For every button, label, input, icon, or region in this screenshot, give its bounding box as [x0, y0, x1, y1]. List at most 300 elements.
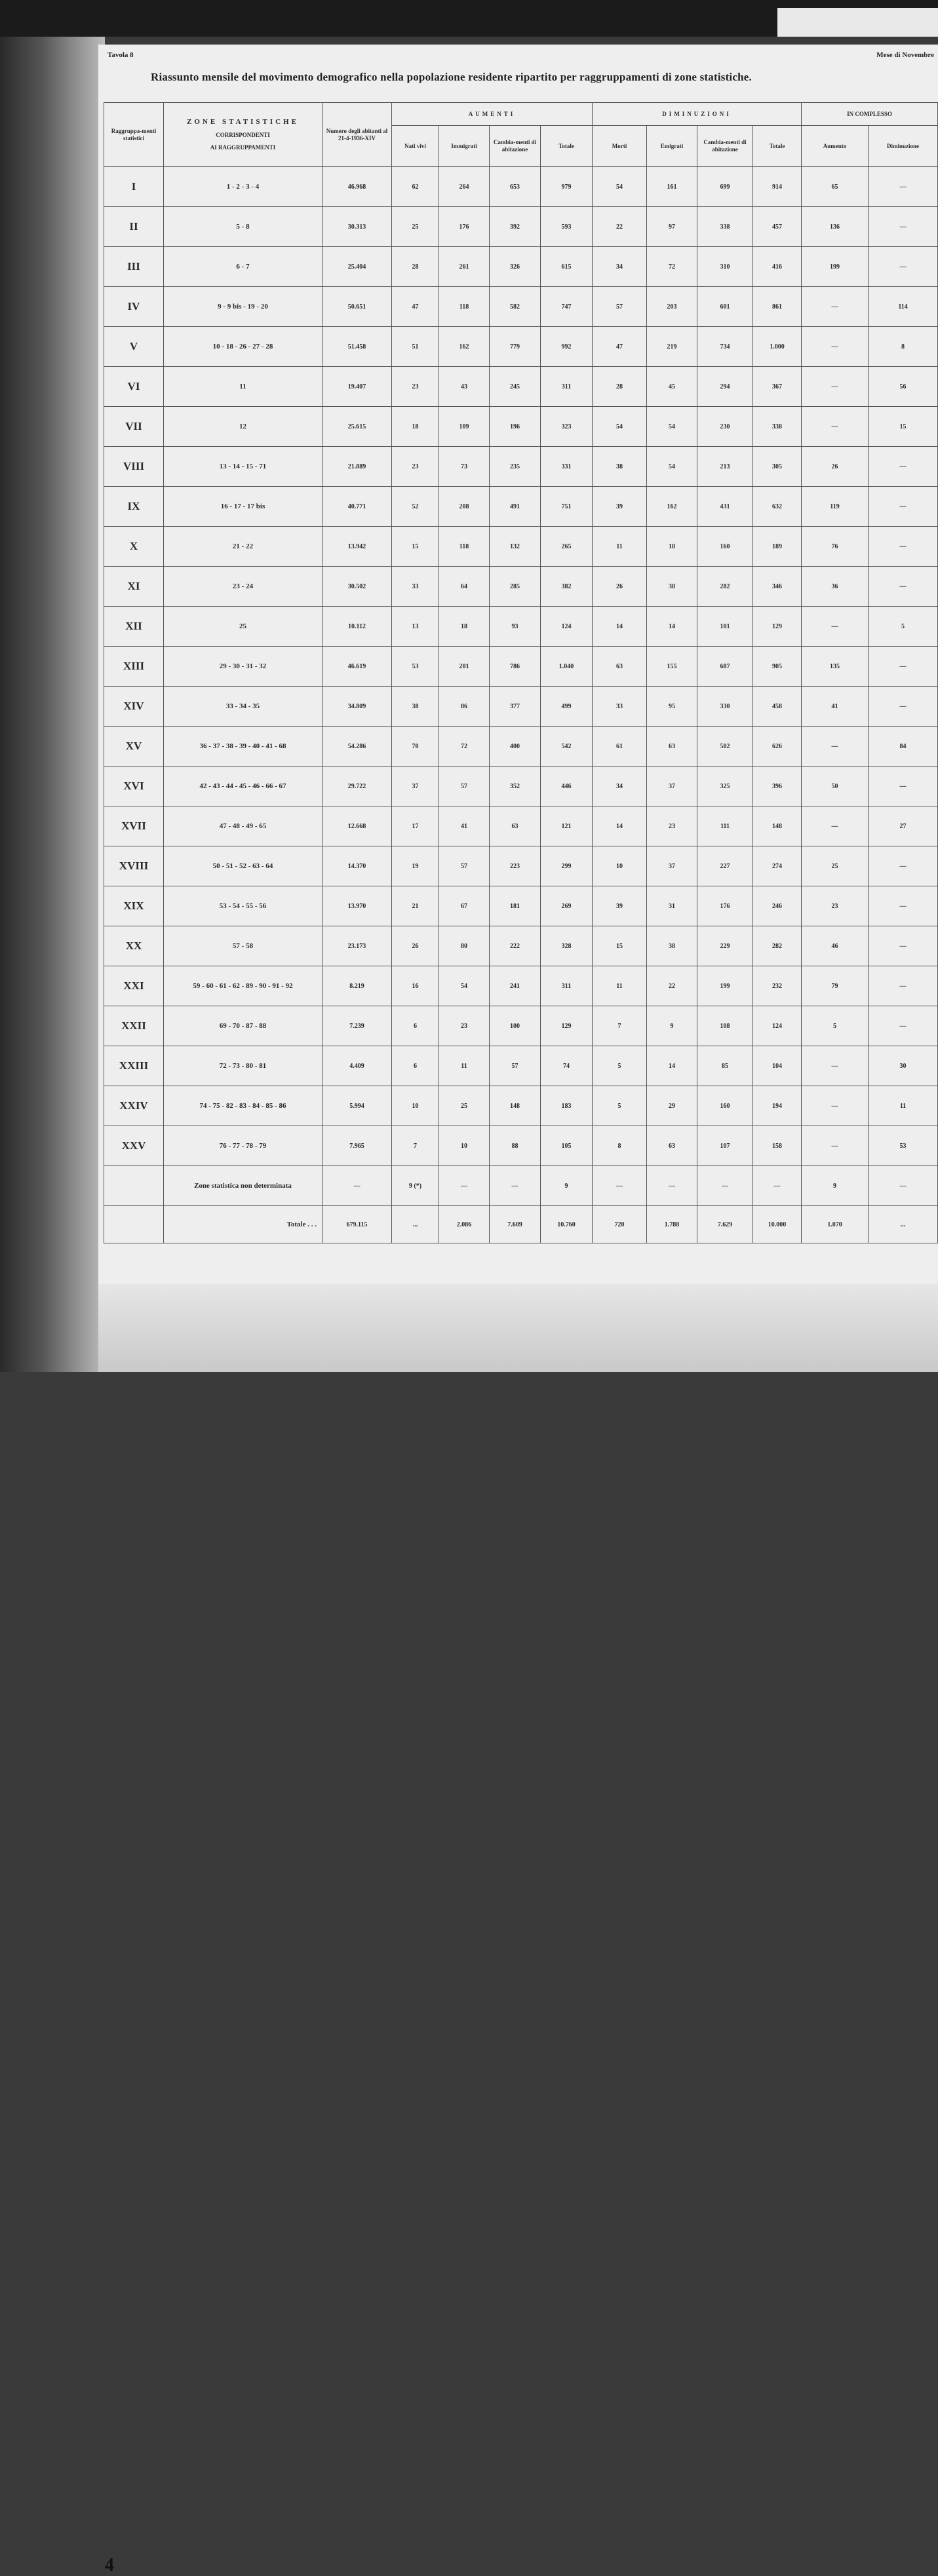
- cell-raggruppamento: II: [104, 207, 164, 247]
- cell-totale-dim: 416: [753, 247, 802, 287]
- table-row: [104, 287, 938, 327]
- cell-emigrati: 37: [647, 846, 697, 886]
- cell-morti: 28: [593, 367, 647, 407]
- cell-totale-aum: 129: [541, 1006, 593, 1046]
- cell-immigrati: 18: [439, 607, 490, 647]
- cell-morti: 39: [593, 487, 647, 527]
- col-cambiamenti-aum: Cambia-menti di abitazione: [490, 126, 541, 167]
- tot-totale-aum: 10.760: [541, 1206, 593, 1243]
- cell-totale-dim: 232: [753, 966, 802, 1006]
- cell-aumento: —: [802, 727, 869, 767]
- cell-nati: 47: [392, 287, 439, 327]
- cell-totale-dim: 396: [753, 767, 802, 806]
- cell-numero: 29.722: [322, 767, 392, 806]
- cell-morti: 11: [593, 527, 647, 567]
- cell-cambia-dim: 687: [697, 647, 753, 687]
- cell-cambia-dim: 230: [697, 407, 753, 447]
- nd-cambia-aum: —: [490, 1166, 541, 1206]
- cell-aumento: 76: [802, 527, 869, 567]
- cell-cambia-dim: 325: [697, 767, 753, 806]
- cell-immigrati: 109: [439, 407, 490, 447]
- col-totale-aum: Totale: [541, 126, 593, 167]
- cell-totale-aum: 751: [541, 487, 593, 527]
- cell-zone: 9 - 9 bis - 19 - 20: [164, 287, 322, 327]
- cell-immigrati: 25: [439, 1086, 490, 1126]
- table-row: [104, 647, 938, 687]
- tot-emigrati: 1.788: [647, 1206, 697, 1243]
- cell-aumento: 46: [802, 926, 869, 966]
- cell-totale-aum: 593: [541, 207, 593, 247]
- cell-emigrati: 219: [647, 327, 697, 367]
- cell-zone: 11: [164, 367, 322, 407]
- cell-cambia-aum: 392: [490, 207, 541, 247]
- tot-empty: [104, 1206, 164, 1243]
- tot-cambia-aum: 7.609: [490, 1206, 541, 1243]
- table-row: [104, 167, 938, 207]
- cell-cambia-aum: 653: [490, 167, 541, 207]
- cell-morti: 14: [593, 607, 647, 647]
- cell-emigrati: 38: [647, 926, 697, 966]
- cell-nati: 51: [392, 327, 439, 367]
- cell-nati: 16: [392, 966, 439, 1006]
- table-row: [104, 1046, 938, 1086]
- table-body: [104, 167, 938, 1243]
- cell-immigrati: 162: [439, 327, 490, 367]
- cell-raggruppamento: XXI: [104, 966, 164, 1006]
- nd-numero: —: [322, 1166, 392, 1206]
- table-row: [104, 327, 938, 367]
- cell-totale-dim: 457: [753, 207, 802, 247]
- cell-totale-aum: 446: [541, 767, 593, 806]
- cell-diminuzione: —: [869, 567, 938, 607]
- cell-numero: 40.771: [322, 487, 392, 527]
- table-row: [104, 767, 938, 806]
- nd-empty: [104, 1166, 164, 1206]
- cell-morti: 5: [593, 1046, 647, 1086]
- cell-immigrati: 72: [439, 727, 490, 767]
- cell-totale-dim: 632: [753, 487, 802, 527]
- cell-immigrati: 11: [439, 1046, 490, 1086]
- cell-nati: 70: [392, 727, 439, 767]
- cell-raggruppamento: XI: [104, 567, 164, 607]
- cell-cambia-dim: 160: [697, 527, 753, 567]
- cell-totale-dim: 194: [753, 1086, 802, 1126]
- cell-nati: 37: [392, 767, 439, 806]
- cell-nati: 33: [392, 567, 439, 607]
- col-zone-sub1: CORRISPONDENTI: [216, 132, 270, 139]
- scan-left-shadow: [0, 37, 105, 1372]
- cell-numero: 25.615: [322, 407, 392, 447]
- cell-raggruppamento: XXIII: [104, 1046, 164, 1086]
- cell-zone: 33 - 34 - 35: [164, 687, 322, 727]
- cell-nati: 26: [392, 926, 439, 966]
- table-row: [104, 607, 938, 647]
- cell-emigrati: 72: [647, 247, 697, 287]
- cell-aumento: 136: [802, 207, 869, 247]
- cell-zone: 72 - 73 - 80 - 81: [164, 1046, 322, 1086]
- cell-immigrati: 261: [439, 247, 490, 287]
- month-label: Mese di Novembre: [876, 51, 934, 59]
- cell-diminuzione: 114: [869, 287, 938, 327]
- cell-numero: 21.889: [322, 447, 392, 487]
- table-row: [104, 527, 938, 567]
- cell-diminuzione: 30: [869, 1046, 938, 1086]
- cell-cambia-dim: 431: [697, 487, 753, 527]
- cell-immigrati: 64: [439, 567, 490, 607]
- cell-nati: 23: [392, 447, 439, 487]
- cell-aumento: —: [802, 1086, 869, 1126]
- cell-raggruppamento: VIII: [104, 447, 164, 487]
- cell-immigrati: 176: [439, 207, 490, 247]
- cell-emigrati: 203: [647, 287, 697, 327]
- cell-raggruppamento: XIII: [104, 647, 164, 687]
- cell-totale-dim: 282: [753, 926, 802, 966]
- cell-cambia-aum: 245: [490, 367, 541, 407]
- nd-totale-dim: —: [753, 1166, 802, 1206]
- cell-diminuzione: —: [869, 1006, 938, 1046]
- table-row: [104, 687, 938, 727]
- cell-numero: 25.404: [322, 247, 392, 287]
- cell-cambia-aum: 93: [490, 607, 541, 647]
- table-row: [104, 1086, 938, 1126]
- cell-cambia-dim: 111: [697, 806, 753, 846]
- cell-totale-aum: 542: [541, 727, 593, 767]
- cell-numero: 23.173: [322, 926, 392, 966]
- cell-cambia-aum: 491: [490, 487, 541, 527]
- cell-raggruppamento: XV: [104, 727, 164, 767]
- cell-raggruppamento: XXV: [104, 1126, 164, 1166]
- cell-nati: 28: [392, 247, 439, 287]
- cell-cambia-dim: 107: [697, 1126, 753, 1166]
- cell-cambia-dim: 330: [697, 687, 753, 727]
- cell-emigrati: 155: [647, 647, 697, 687]
- cell-immigrati: 201: [439, 647, 490, 687]
- col-cambiamenti-dim: Cambia-menti di abitazione: [697, 126, 753, 167]
- cell-immigrati: 208: [439, 487, 490, 527]
- cell-nati: 6: [392, 1006, 439, 1046]
- cell-immigrati: 264: [439, 167, 490, 207]
- cell-cambia-aum: 57: [490, 1046, 541, 1086]
- cell-totale-dim: 124: [753, 1006, 802, 1046]
- cell-cambia-dim: 160: [697, 1086, 753, 1126]
- cell-cambia-aum: 377: [490, 687, 541, 727]
- cell-numero: 54.286: [322, 727, 392, 767]
- cell-totale-aum: 382: [541, 567, 593, 607]
- cell-totale-aum: 121: [541, 806, 593, 846]
- cell-cambia-aum: 352: [490, 767, 541, 806]
- cell-totale-dim: 346: [753, 567, 802, 607]
- group-complesso: IN COMPLESSO: [802, 103, 938, 126]
- cell-aumento: 119: [802, 487, 869, 527]
- tot-totale-dim: 10.000: [753, 1206, 802, 1243]
- cell-immigrati: 57: [439, 767, 490, 806]
- cell-totale-aum: 124: [541, 607, 593, 647]
- nd-nati: 9 (*): [392, 1166, 439, 1206]
- cell-emigrati: 22: [647, 966, 697, 1006]
- table-row: [104, 846, 938, 886]
- cell-diminuzione: —: [869, 886, 938, 926]
- cell-morti: 54: [593, 167, 647, 207]
- cell-morti: 47: [593, 327, 647, 367]
- cell-diminuzione: —: [869, 447, 938, 487]
- cell-raggruppamento: XII: [104, 607, 164, 647]
- table-row: [104, 926, 938, 966]
- cell-emigrati: 95: [647, 687, 697, 727]
- cell-nati: 19: [392, 846, 439, 886]
- cell-morti: 26: [593, 567, 647, 607]
- scan-top-border: [0, 0, 938, 37]
- cell-aumento: —: [802, 1126, 869, 1166]
- cell-numero: 7.965: [322, 1126, 392, 1166]
- cell-diminuzione: —: [869, 247, 938, 287]
- cell-totale-aum: 265: [541, 527, 593, 567]
- col-zone: [164, 103, 322, 167]
- cell-raggruppamento: XIX: [104, 886, 164, 926]
- cell-totale-dim: 861: [753, 287, 802, 327]
- col-diminuzione: Diminuzione: [869, 126, 938, 167]
- cell-cambia-aum: 235: [490, 447, 541, 487]
- cell-nati: 38: [392, 687, 439, 727]
- cell-totale-dim: 367: [753, 367, 802, 407]
- cell-nati: 53: [392, 647, 439, 687]
- cell-totale-aum: 105: [541, 1126, 593, 1166]
- cell-diminuzione: —: [869, 846, 938, 886]
- cell-cambia-dim: 601: [697, 287, 753, 327]
- cell-zone: 50 - 51 - 52 - 63 - 64: [164, 846, 322, 886]
- cell-emigrati: 63: [647, 1126, 697, 1166]
- cell-totale-aum: 328: [541, 926, 593, 966]
- cell-cambia-dim: 176: [697, 886, 753, 926]
- cell-diminuzione: 5: [869, 607, 938, 647]
- cell-nati: 6: [392, 1046, 439, 1086]
- cell-totale-aum: 979: [541, 167, 593, 207]
- cell-diminuzione: —: [869, 207, 938, 247]
- cell-numero: 46.619: [322, 647, 392, 687]
- cell-raggruppamento: III: [104, 247, 164, 287]
- cell-emigrati: 97: [647, 207, 697, 247]
- cell-numero: 14.370: [322, 846, 392, 886]
- page-title: Riassunto mensile del movimento demografico nella popolazione residente ripartito per raggruppamenti di zone statistiche.: [151, 71, 752, 83]
- cell-zone: 74 - 75 - 82 - 83 - 84 - 85 - 86: [164, 1086, 322, 1126]
- nd-morti: —: [593, 1166, 647, 1206]
- cell-numero: 34.809: [322, 687, 392, 727]
- cell-zone: 23 - 24: [164, 567, 322, 607]
- table-row-non-determinata: [104, 1166, 938, 1206]
- cell-totale-dim: 246: [753, 886, 802, 926]
- cell-numero: 12.668: [322, 806, 392, 846]
- cell-emigrati: 45: [647, 367, 697, 407]
- table-row: [104, 247, 938, 287]
- cell-morti: 63: [593, 647, 647, 687]
- cell-emigrati: 54: [647, 407, 697, 447]
- cell-zone: 59 - 60 - 61 - 62 - 89 - 90 - 91 - 92: [164, 966, 322, 1006]
- table-row: [104, 407, 938, 447]
- cell-diminuzione: —: [869, 167, 938, 207]
- cell-totale-aum: 747: [541, 287, 593, 327]
- cell-diminuzione: —: [869, 926, 938, 966]
- cell-totale-dim: 458: [753, 687, 802, 727]
- cell-morti: 5: [593, 1086, 647, 1126]
- cell-raggruppamento: X: [104, 527, 164, 567]
- table-row: [104, 727, 938, 767]
- cell-diminuzione: 8: [869, 327, 938, 367]
- tot-immigrati: 2.086: [439, 1206, 490, 1243]
- cell-immigrati: 23: [439, 1006, 490, 1046]
- cell-cambia-aum: 285: [490, 567, 541, 607]
- cell-totale-dim: 914: [753, 167, 802, 207]
- cell-cambia-dim: 282: [697, 567, 753, 607]
- col-totale-dim: Totale: [753, 126, 802, 167]
- cell-zone: 1 - 2 - 3 - 4: [164, 167, 322, 207]
- cell-raggruppamento: XVII: [104, 806, 164, 846]
- cell-diminuzione: —: [869, 767, 938, 806]
- cell-raggruppamento: XXIV: [104, 1086, 164, 1126]
- col-morti: Morti: [593, 126, 647, 167]
- cell-totale-dim: 626: [753, 727, 802, 767]
- cell-morti: 15: [593, 926, 647, 966]
- cell-raggruppamento: VII: [104, 407, 164, 447]
- cell-zone: 21 - 22: [164, 527, 322, 567]
- cell-morti: 8: [593, 1126, 647, 1166]
- tot-morti: 720: [593, 1206, 647, 1243]
- col-nati-vivi: Nati vivi: [392, 126, 439, 167]
- cell-totale-aum: 323: [541, 407, 593, 447]
- cell-cambia-aum: 582: [490, 287, 541, 327]
- cell-zone: 42 - 43 - 44 - 45 - 46 - 66 - 67: [164, 767, 322, 806]
- cell-numero: 8.219: [322, 966, 392, 1006]
- cell-cambia-dim: 294: [697, 367, 753, 407]
- cell-totale-dim: 905: [753, 647, 802, 687]
- cell-zone: 25: [164, 607, 322, 647]
- cell-totale-dim: 189: [753, 527, 802, 567]
- cell-totale-aum: 269: [541, 886, 593, 926]
- cell-totale-dim: 274: [753, 846, 802, 886]
- cell-emigrati: 14: [647, 607, 697, 647]
- cell-aumento: —: [802, 407, 869, 447]
- cell-aumento: —: [802, 287, 869, 327]
- tot-diminuzione: ...: [869, 1206, 938, 1243]
- cell-raggruppamento: IX: [104, 487, 164, 527]
- cell-numero: 51.458: [322, 327, 392, 367]
- cell-raggruppamento: IV: [104, 287, 164, 327]
- cell-aumento: —: [802, 607, 869, 647]
- group-diminuzioni: DIMINUZIONI: [593, 103, 802, 126]
- cell-cambia-dim: 229: [697, 926, 753, 966]
- cell-emigrati: 37: [647, 767, 697, 806]
- col-raggruppamenti: Raggruppa-menti statistici: [104, 103, 164, 167]
- cell-diminuzione: 27: [869, 806, 938, 846]
- cell-immigrati: 10: [439, 1126, 490, 1166]
- cell-raggruppamento: V: [104, 327, 164, 367]
- cell-emigrati: 23: [647, 806, 697, 846]
- cell-morti: 10: [593, 846, 647, 886]
- tot-label: Totale . . .: [164, 1206, 322, 1243]
- cell-morti: 34: [593, 767, 647, 806]
- table-row: [104, 367, 938, 407]
- cell-totale-dim: 1.000: [753, 327, 802, 367]
- cell-immigrati: 86: [439, 687, 490, 727]
- cell-aumento: —: [802, 327, 869, 367]
- cell-nati: 17: [392, 806, 439, 846]
- cell-immigrati: 67: [439, 886, 490, 926]
- cell-immigrati: 80: [439, 926, 490, 966]
- cell-emigrati: 14: [647, 1046, 697, 1086]
- cell-aumento: 25: [802, 846, 869, 886]
- nd-totale-aum: 9: [541, 1166, 593, 1206]
- cell-totale-dim: 338: [753, 407, 802, 447]
- cell-emigrati: 54: [647, 447, 697, 487]
- cell-numero: 30.502: [322, 567, 392, 607]
- cell-totale-aum: 992: [541, 327, 593, 367]
- cell-nati: 62: [392, 167, 439, 207]
- cell-cambia-dim: 227: [697, 846, 753, 886]
- cell-cambia-aum: 196: [490, 407, 541, 447]
- cell-zone: 6 - 7: [164, 247, 322, 287]
- cell-raggruppamento: XIV: [104, 687, 164, 727]
- cell-morti: 34: [593, 247, 647, 287]
- cell-cambia-aum: 326: [490, 247, 541, 287]
- cell-aumento: 135: [802, 647, 869, 687]
- cell-zone: 53 - 54 - 55 - 56: [164, 886, 322, 926]
- cell-cambia-aum: 223: [490, 846, 541, 886]
- cell-cambia-aum: 148: [490, 1086, 541, 1126]
- cell-immigrati: 118: [439, 287, 490, 327]
- tot-numero: 679.115: [322, 1206, 392, 1243]
- demographic-table: [104, 102, 938, 1243]
- cell-cambia-dim: 213: [697, 447, 753, 487]
- table-row: [104, 567, 938, 607]
- tot-nati: ...: [392, 1206, 439, 1243]
- cell-zone: 16 - 17 - 17 bis: [164, 487, 322, 527]
- cell-nati: 21: [392, 886, 439, 926]
- cell-cambia-dim: 310: [697, 247, 753, 287]
- table-row: [104, 1126, 938, 1166]
- cell-totale-aum: 183: [541, 1086, 593, 1126]
- col-emigrati: Emigrati: [647, 126, 697, 167]
- cell-zone: 5 - 8: [164, 207, 322, 247]
- cell-morti: 38: [593, 447, 647, 487]
- cell-emigrati: 161: [647, 167, 697, 207]
- cell-nati: 23: [392, 367, 439, 407]
- cell-totale-aum: 311: [541, 966, 593, 1006]
- table-row: [104, 886, 938, 926]
- nd-cambia-dim: —: [697, 1166, 753, 1206]
- cell-cambia-aum: 63: [490, 806, 541, 846]
- cell-emigrati: 29: [647, 1086, 697, 1126]
- cell-numero: 13.942: [322, 527, 392, 567]
- cell-numero: 4.409: [322, 1046, 392, 1086]
- scan-corner: [777, 8, 938, 37]
- cell-totale-dim: 104: [753, 1046, 802, 1086]
- cell-morti: 33: [593, 687, 647, 727]
- cell-immigrati: 43: [439, 367, 490, 407]
- cell-cambia-dim: 734: [697, 327, 753, 367]
- cell-diminuzione: 56: [869, 367, 938, 407]
- cell-cambia-aum: 400: [490, 727, 541, 767]
- cell-emigrati: 38: [647, 567, 697, 607]
- cell-totale-aum: 1.040: [541, 647, 593, 687]
- cell-nati: 52: [392, 487, 439, 527]
- cell-aumento: 41: [802, 687, 869, 727]
- cell-cambia-aum: 132: [490, 527, 541, 567]
- group-aumenti: AUMENTI: [392, 103, 593, 126]
- cell-cambia-aum: 786: [490, 647, 541, 687]
- cell-morti: 61: [593, 727, 647, 767]
- cell-diminuzione: —: [869, 487, 938, 527]
- tot-aumento: 1.070: [802, 1206, 869, 1243]
- scan-bottom-shade: [98, 1284, 938, 2575]
- cell-morti: 14: [593, 806, 647, 846]
